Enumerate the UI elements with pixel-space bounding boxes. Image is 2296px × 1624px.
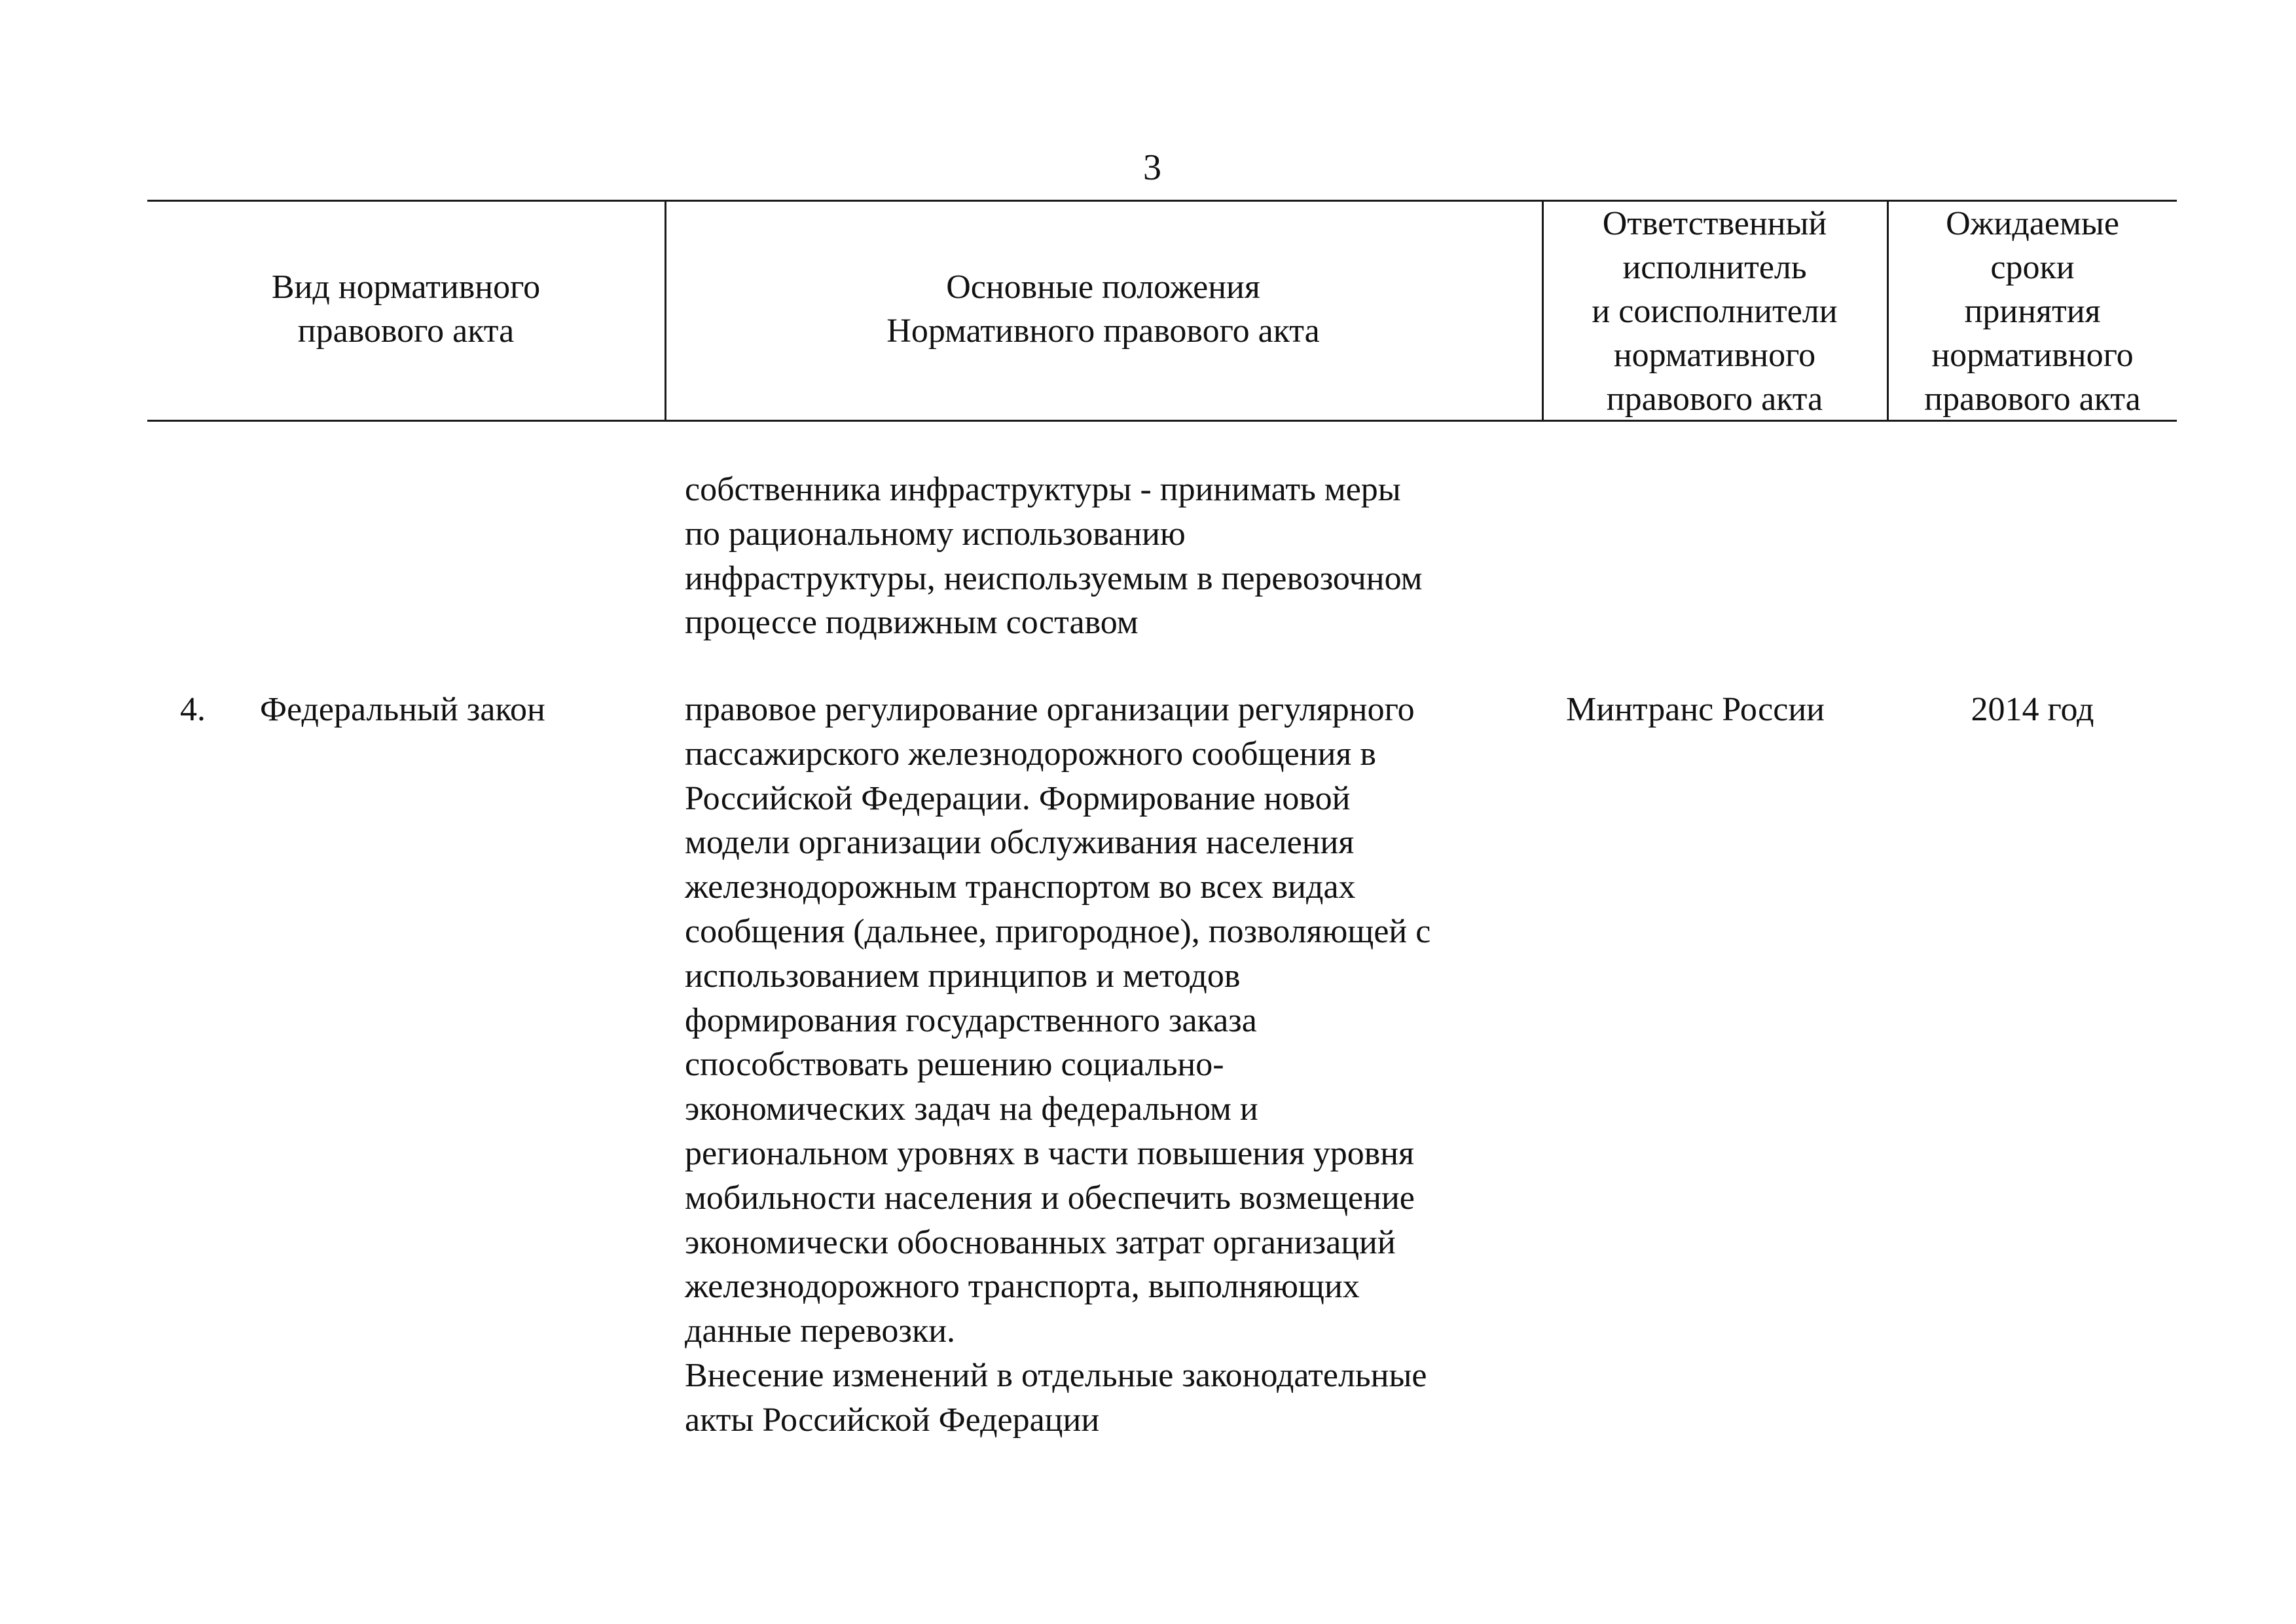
header-divider-1	[665, 201, 666, 421]
continued-provisions-text: собственника инфраструктуры - принимать меры по рациональному использованию инфраструктуры, неиспользуемым в перевозочном процессе подвижным составом	[685, 471, 1423, 642]
header-divider-3	[1887, 201, 1889, 421]
header-act-type: Вид нормативного правового акта	[271, 268, 541, 350]
header-main-provisions: Основные положения Нормативного правового акта	[886, 268, 1320, 350]
header-divider-2	[1542, 201, 1544, 421]
header-expected-term: Ожидаемые сроки принятия нормативного правового акта	[1924, 205, 2141, 418]
header-responsible: Ответственный исполнитель и соисполнители нормативного правового акта	[1592, 205, 1838, 418]
row-number: 4.	[180, 691, 206, 728]
row-responsible: Минтранс России	[1566, 691, 1825, 728]
page-number: 3	[1143, 147, 1161, 188]
row-expected-term: 2014 год	[1971, 691, 2094, 728]
row-act-type: Федеральный закон	[260, 691, 545, 728]
row-main-provisions: правовое регулирование организации регулярного пассажирского железнодорожного сообщения в Российской Федерации. Формирование новой модели организации обслуживания населения железнодорожным транспортом во всех видах сообщения (дальнее, пригородное), позволяющей с использованием принципов и методов формирования государственного заказа способствовать решению социально- экономических задач на федеральном и региональном уровнях в части повышения уровня мобильности населения и обеспечить возмещение экономически обоснованных затрат организаций железнодорожного транспорта, выполняющих данные перевозки. Внесение изменений в отдельные законодательные акты Российской Федерации	[685, 691, 1431, 1439]
